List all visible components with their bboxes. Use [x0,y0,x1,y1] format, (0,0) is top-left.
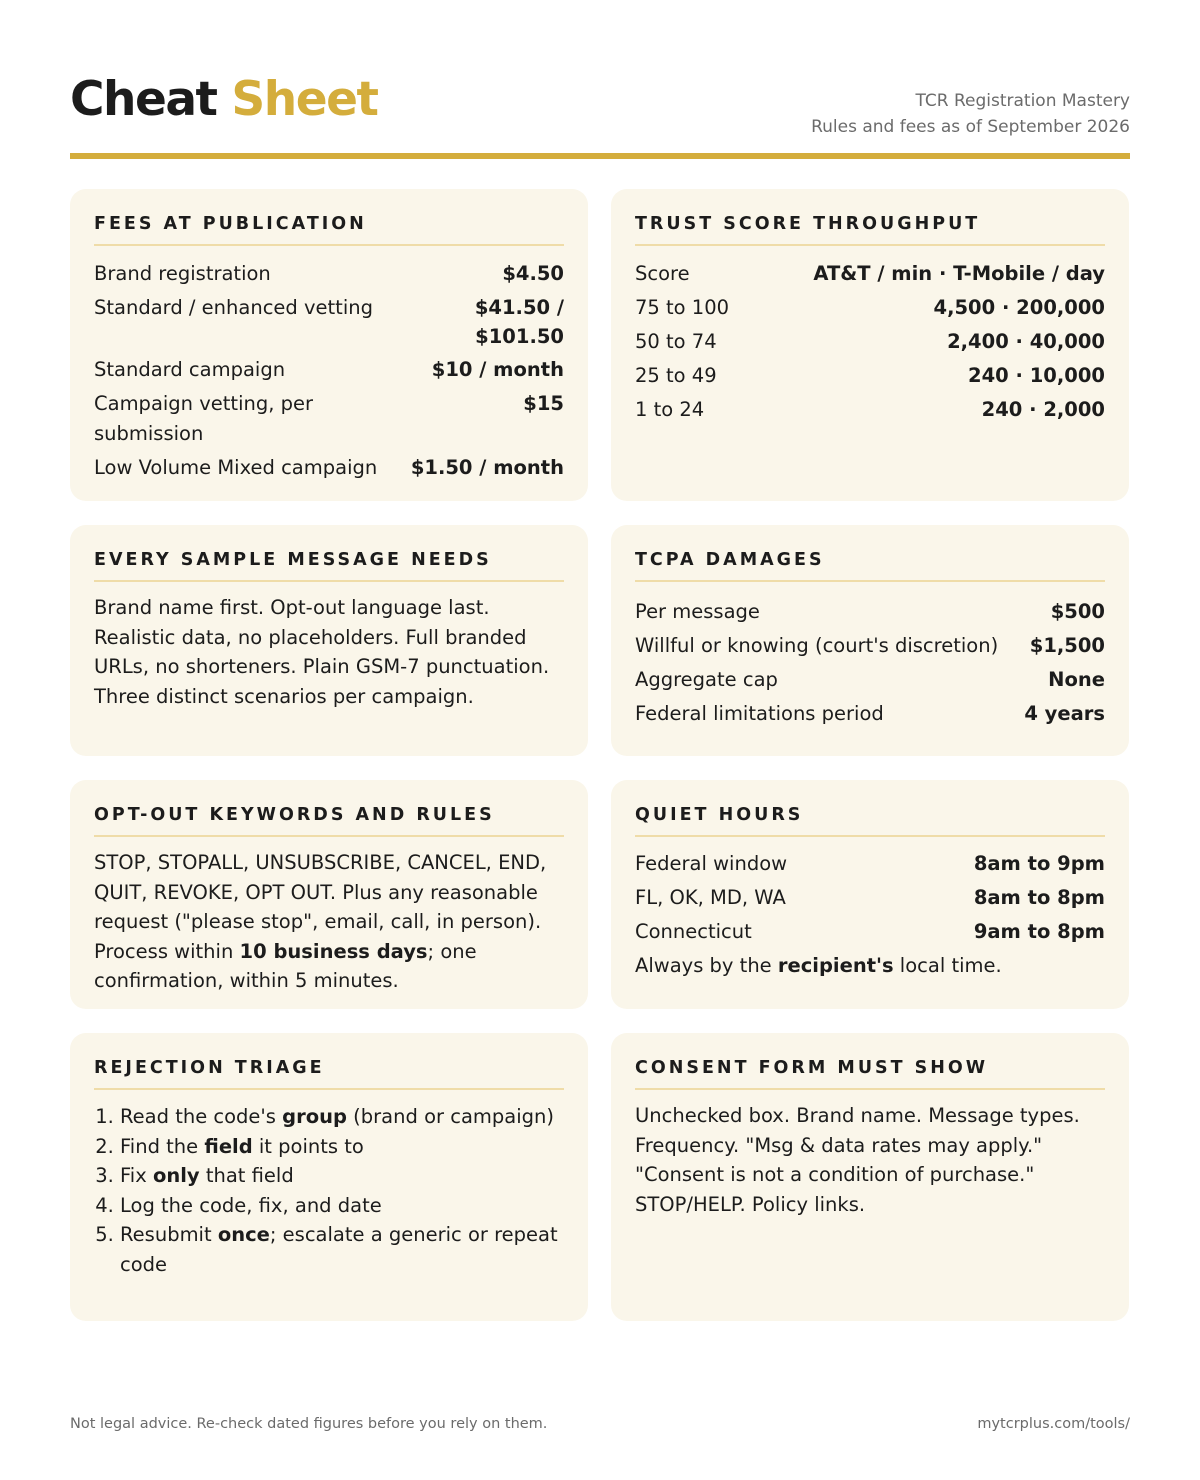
text-part: (brand or campaign) [346,1105,554,1128]
row-label: Federal window [635,852,788,875]
table-row [635,883,1105,913]
row-label: Connecticut [635,920,752,943]
text-part: local time. [893,954,1002,977]
table-row [635,665,1105,695]
card-rejection-triage [70,1033,588,1321]
card-heading: TRUST SCORE THROUGHPUT [635,211,1105,246]
row-label: 75 to 100 [635,296,730,319]
text-part: that field [199,1164,294,1187]
list-item [120,1161,564,1191]
row-value: 9am to 8pm [973,920,1105,943]
card-sample-message [70,525,588,756]
card-opt-out [70,780,588,1009]
text-part: Always by the [635,954,778,977]
row-label: Federal limitations period [635,702,884,725]
list-item [120,1191,564,1221]
row-value: 2,400 · 40,000 [947,330,1105,353]
row-value: AT&T / min · T-Mobile / day [813,262,1105,285]
text-emphasis: only [152,1164,200,1187]
table-row [635,631,1105,661]
table-row [635,395,1105,425]
card-text: Unchecked box. Brand name. Message types. Frequency. "Msg & data rates may apply." "Consent is not a condition of purchase." STOP/HELP. Policy links. [635,1104,1080,1216]
row-value: $500 [1050,600,1105,623]
quiet-rows [635,849,1105,947]
tcpa-rows [635,597,1105,729]
table-row [635,327,1105,357]
text-part: ; escalate a generic or repeat code [120,1223,558,1276]
table-row [94,389,564,449]
row-label: Standard campaign [94,358,286,381]
row-value: $4.50 [502,262,564,285]
text-part: Log the code, fix, and date [120,1193,382,1217]
title-accent: Sheet [231,72,378,127]
text-part: Read the code's [120,1105,283,1128]
header-meta [811,88,1130,140]
text-part: Resubmit [120,1223,218,1246]
quiet-note [635,951,1105,981]
row-label: 25 to 49 [635,364,717,387]
table-row [94,355,564,385]
fees-rows [94,259,564,483]
row-value: $1,500 [1029,634,1105,657]
subtitle-course: TCR Registration Mastery [915,91,1130,111]
row-value: $10 / month [431,358,564,381]
card-heading: TCPA DAMAGES [635,547,1105,582]
text-emphasis: 10 business days [239,939,428,963]
subtitle-date: Rules and fees as of September 2026 [811,117,1130,137]
text-emphasis: field [204,1134,253,1158]
row-value: 4 years [1024,702,1105,725]
card-heading: CONSENT FORM MUST SHOW [635,1055,1105,1090]
footer-link[interactable]: mytcrplus.com/tools/ [977,1416,1130,1432]
row-label: Aggregate cap [635,668,778,691]
card-heading: EVERY SAMPLE MESSAGE NEEDS [94,547,564,582]
footer-disclaimer: Not legal advice. Re-check dated figures before you rely on them. [70,1416,548,1432]
row-label: FL, OK, MD, WA [635,886,786,909]
row-label: Willful or knowing (court's discretion) [635,634,999,657]
card-quiet-hours [611,780,1129,1009]
page-header [70,70,1130,137]
card-heading: OPT-OUT KEYWORDS AND RULES [94,802,564,837]
triage-steps [94,1102,564,1279]
header-divider [70,153,1130,159]
page-title [70,72,377,128]
text-part: ; one confirmation, within 5 minutes. [94,939,477,992]
row-value: 240 · 10,000 [968,364,1105,387]
row-label: Brand registration [94,262,271,285]
table-row [94,259,564,289]
table-row [635,917,1105,947]
row-value: 4,500 · 200,000 [933,296,1105,319]
row-label: Per message [635,600,760,623]
text-emphasis: once [217,1223,270,1246]
list-item [120,1220,564,1279]
row-value: $1.50 / month [410,456,564,479]
row-label: 1 to 24 [635,398,705,421]
trust-rows [635,259,1105,425]
row-value: 240 · 2,000 [981,398,1105,421]
table-header-row [635,259,1105,289]
table-row [635,699,1105,729]
row-value: 8am to 9pm [973,852,1105,875]
text-part: Fix [120,1164,153,1187]
row-label: Low Volume Mixed campaign [94,456,378,479]
row-value: 8am to 8pm [973,886,1105,909]
row-label: Campaign vetting, per submission [94,392,314,445]
text-emphasis: group [282,1105,347,1128]
title-main: Cheat [70,72,217,127]
card-text [94,848,564,996]
card-heading: QUIET HOURS [635,802,1105,837]
card-heading: REJECTION TRIAGE [94,1055,564,1090]
text-part: STOP, STOPALL, UNSUBSCRIBE, CANCEL, END, QUIT, REVOKE, OPT OUT. Plus any reasonable request ("please stop", email, call, in person). Process within [94,851,547,963]
card-heading: FEES AT PUBLICATION [94,211,564,246]
table-row [94,453,564,483]
row-label: 50 to 74 [635,330,717,353]
row-value: None [1048,668,1105,691]
row-value: $15 [523,392,564,415]
table-row [635,597,1105,627]
row-label: Score [635,262,690,285]
row-value: $41.50 / $101.50 [474,296,564,348]
card-tcpa-damages [611,525,1129,756]
table-row [635,849,1105,879]
card-text: Brand name first. Opt-out language last. Realistic data, no placeholders. Full branded URLs, no shorteners. Plain GSM-7 punctuation. Three distinct scenarios per campaign. [94,596,550,708]
text-part: Find the [120,1134,205,1158]
card-fees [70,189,588,501]
table-row [635,293,1105,323]
text-emphasis: recipient's [777,954,894,977]
text-part: it points to [252,1134,364,1158]
card-consent-form [611,1033,1129,1321]
list-item [120,1102,564,1132]
card-trust-score [611,189,1129,501]
row-label: Standard / enhanced vetting [94,296,373,319]
table-row [94,293,564,351]
list-item [120,1132,564,1162]
table-row [635,361,1105,391]
